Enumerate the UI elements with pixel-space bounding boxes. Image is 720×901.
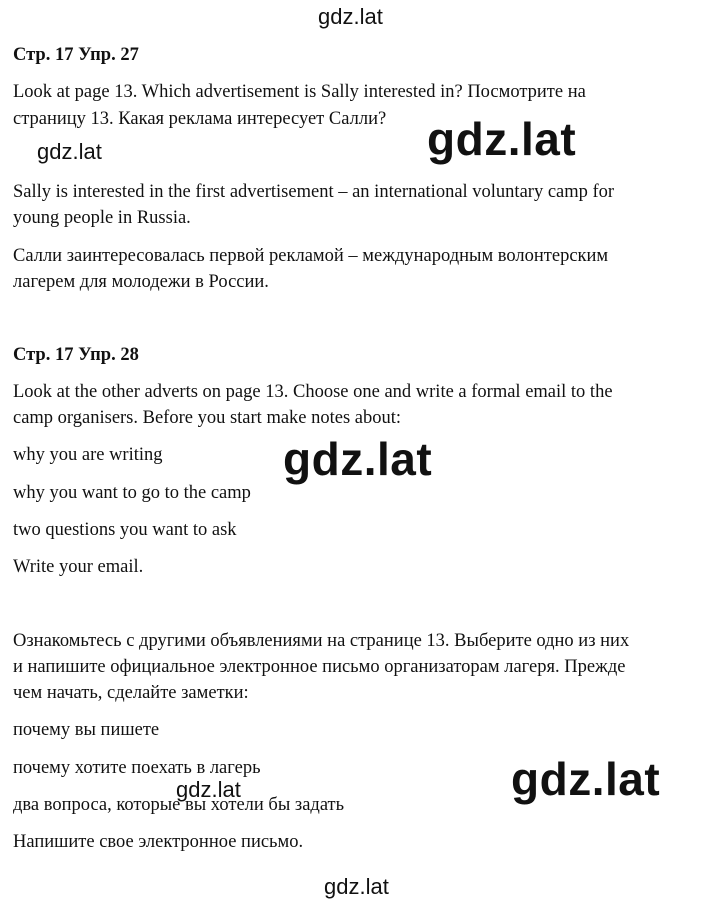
exercise-27-heading: Стр. 17 Упр. 27 bbox=[13, 45, 139, 65]
exercise-28-task-line-2: camp organisers. Before you start make notes about: bbox=[13, 408, 402, 428]
exercise-27-question-line-2: страницу 13. Какая реклама интересует Салли? bbox=[13, 109, 387, 129]
note-en-item: why you are writing bbox=[13, 445, 163, 465]
watermark-large-lower: gdz.lat bbox=[511, 753, 661, 805]
write-email-en: Write your email. bbox=[13, 557, 144, 577]
note-ru-item: два вопроса, которые вы хотели бы задать bbox=[13, 795, 345, 815]
write-email-ru: Напишите свое электронное письмо. bbox=[13, 832, 304, 852]
exercise-27-answer-ru-line-1: Салли заинтересовалась первой рекламой – международным волонтерским bbox=[13, 246, 609, 266]
exercise-28-task-ru-line-2: и напишите официальное электронное письмо организаторам лагеря. Прежде bbox=[13, 657, 626, 677]
watermark-bottom: gdz.lat bbox=[324, 874, 389, 899]
exercise-28-task-ru-line-1: Ознакомьтесь с другими объявлениями на странице 13. Выберите одно из них bbox=[13, 631, 630, 651]
note-ru-item: почему вы пишете bbox=[13, 720, 160, 740]
watermark-small-left: gdz.lat bbox=[37, 139, 102, 164]
note-ru-item: почему хотите поехать в лагерь bbox=[13, 758, 261, 778]
exercise-27-answer-en-line-2: young people in Russia. bbox=[13, 208, 191, 228]
exercise-28-task-ru-line-3: чем начать, сделайте заметки: bbox=[13, 683, 249, 703]
watermark-top: gdz.lat bbox=[318, 4, 383, 29]
exercise-28-task-line-1: Look at the other adverts on page 13. Choose one and write a formal email to the bbox=[13, 382, 613, 402]
exercise-27-answer-en-line-1: Sally is interested in the first advertisement – an international voluntary camp for bbox=[13, 182, 615, 202]
watermark-large-middle: gdz.lat bbox=[283, 433, 433, 485]
note-en-item: two questions you want to ask bbox=[13, 520, 237, 540]
exercise-27-answer-ru-line-2: лагерем для молодежи в России. bbox=[13, 272, 269, 292]
watermark-small-lower: gdz.lat bbox=[176, 777, 241, 802]
watermark-large-right: gdz.lat bbox=[427, 113, 577, 165]
exercise-28-heading: Стр. 17 Упр. 28 bbox=[13, 345, 139, 365]
exercise-27-question-line-1: Look at page 13. Which advertisement is Sally interested in? Посмотрите на bbox=[13, 82, 586, 102]
note-en-item: why you want to go to the camp bbox=[13, 483, 251, 503]
